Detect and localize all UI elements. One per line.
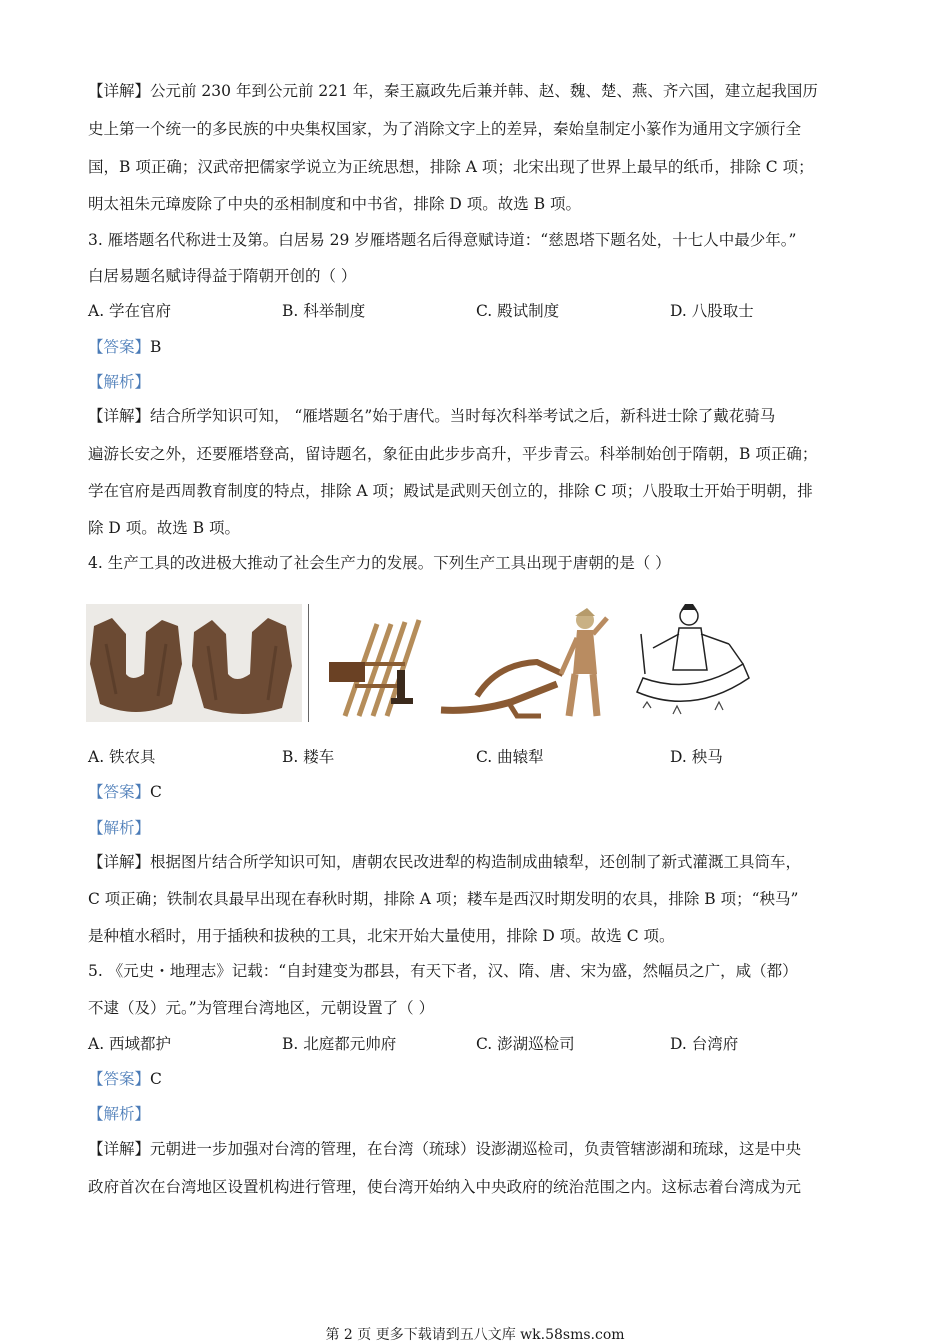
q2-detail-line-4: 明太祖朱元璋废除了中央的丞相制度和中书省，排除 D 项。故选 B 项。 <box>88 195 582 213</box>
q5-detail-line-1: 【详解】元朝进一步加强对台湾的管理，在台湾（琉球）设澎湖巡检司，负责管辖澎湖和琉球，这是中央 <box>88 1140 802 1158</box>
q3-answer-value: B <box>150 338 162 356</box>
q4-analysis-tag: 【解析】 <box>88 819 151 837</box>
q3-detail-line-3: 学在官府是西周教育制度的特点，排除 A 项；殿试是武则天创立的，排除 C 项；八股取士开始于明朝，排 <box>88 482 813 500</box>
q4-detail-line-3: 是种植水稻时，用于插秧和拔秧的工具，北宋开始大量使用，排除 D 项。故选 C 项。 <box>88 927 675 945</box>
q3-detail-line-2: 遍游长安之外，还要雁塔登高，留诗题名，象征由此步步高升，平步青云。科举制始创于隋朝，B 项正确； <box>88 445 818 463</box>
q5-option-c: C. 澎湖巡检司 <box>476 1035 575 1053</box>
q3-question-line-2: 白居易题名赋诗得益于隋朝开创的（ ） <box>88 267 357 285</box>
q3-question-line-1: 3. 雁塔题名代称进士及第。白居易 29 岁雁塔题名后得意赋诗道：“慈恩塔下题名处，十七人中最少年。” <box>88 231 797 249</box>
q4-question: 4. 生产工具的改进极大推动了社会生产力的发展。下列生产工具出现于唐朝的是（ ） <box>88 554 671 572</box>
q3-detail-line-4: 除 D 项。故选 B 项。 <box>88 519 241 537</box>
q3-option-c: C. 殿试制度 <box>476 302 560 320</box>
q5-option-d: D. 台湾府 <box>670 1035 739 1053</box>
q3-detail-line-1: 【详解】结合所学知识可知， “雁塔题名”始于唐代。当时每次科举考试之后，新科进士除了戴花骑马 <box>88 407 776 425</box>
q2-detail-line-2: 史上第一个统一的多民族的中央集权国家，为了消除文字上的差异，秦始皇制定小篆作为通用文字颁行全 <box>88 120 802 138</box>
q5-answer-value: C <box>150 1070 162 1088</box>
q4-answer-tag: 【答案】 <box>88 783 151 801</box>
image-divider <box>308 604 309 722</box>
q5-answer-tag: 【答案】 <box>88 1070 151 1088</box>
q5-question-line-1: 5. 《元史・地理志》记载：“自封建变为郡县，有天下者，汉、隋、唐、宋为盛，然幅员之广，咸（都） <box>88 962 798 980</box>
q4-option-d: D. 秧马 <box>670 748 723 766</box>
q3-analysis-tag: 【解析】 <box>88 373 151 391</box>
q5-detail-line-2: 政府首次在台湾地区设置机构进行管理，使台湾开始纳入中央政府的统治范围之内。这标志着台湾成为元 <box>88 1178 802 1196</box>
q4-answer-value: C <box>150 783 162 801</box>
q4-detail-line-1: 【详解】根据图片结合所学知识可知，唐朝农民改进犁的构造制成曲辕犁，还创制了新式灌溉工具筒车， <box>88 853 802 871</box>
q3-option-d: D. 八股取士 <box>670 302 754 320</box>
q3-answer <box>88 336 161 358</box>
q4-option-c: C. 曲辕犁 <box>476 748 544 766</box>
q4-detail-line-2: C 项正确；铁制农具最早出现在春秋时期，排除 A 项；耧车是西汉时期发明的农具，排除 B 项；“秧马” <box>88 890 799 908</box>
iron-tools-image <box>86 604 302 722</box>
q4-option-b: B. 耧车 <box>282 748 335 766</box>
q4-options <box>88 746 868 768</box>
q5-options <box>88 1033 868 1055</box>
q5-option-b: B. 北庭都元帅府 <box>282 1035 397 1053</box>
curved-plow-image <box>437 604 627 722</box>
page-footer: 第 2 页 更多下载请到五八文库 wk.58sms.com <box>325 1327 625 1343</box>
q2-detail-line-1: 【详解】公元前 230 年到公元前 221 年，秦王嬴政先后兼并韩、赵、魏、楚、燕、齐六国，建立起我国历 <box>88 82 818 100</box>
q3-option-b: B. 科举制度 <box>282 302 366 320</box>
q2-detail-line-3: 国，B 项正确；汉武帝把儒家学说立为正统思想，排除 A 项；北宋出现了世界上最早的纸币，排除 C 项； <box>88 158 814 176</box>
seed-drill-image <box>315 604 431 722</box>
q4-image-row <box>86 604 753 722</box>
q5-question-line-2: 不逮（及）元。”为管理台湾地区，元朝设置了（ ） <box>88 999 435 1017</box>
q4-answer <box>88 781 162 803</box>
q3-option-a: A. 学在官府 <box>88 302 172 320</box>
q5-answer <box>88 1068 162 1090</box>
rice-seedling-horse-image <box>633 604 753 722</box>
q3-answer-tag: 【答案】 <box>88 338 151 356</box>
q5-option-a: A. 西域都护 <box>88 1035 172 1053</box>
q4-option-a: A. 铁农具 <box>88 748 156 766</box>
q3-options <box>88 300 868 322</box>
q5-analysis-tag: 【解析】 <box>88 1105 151 1123</box>
